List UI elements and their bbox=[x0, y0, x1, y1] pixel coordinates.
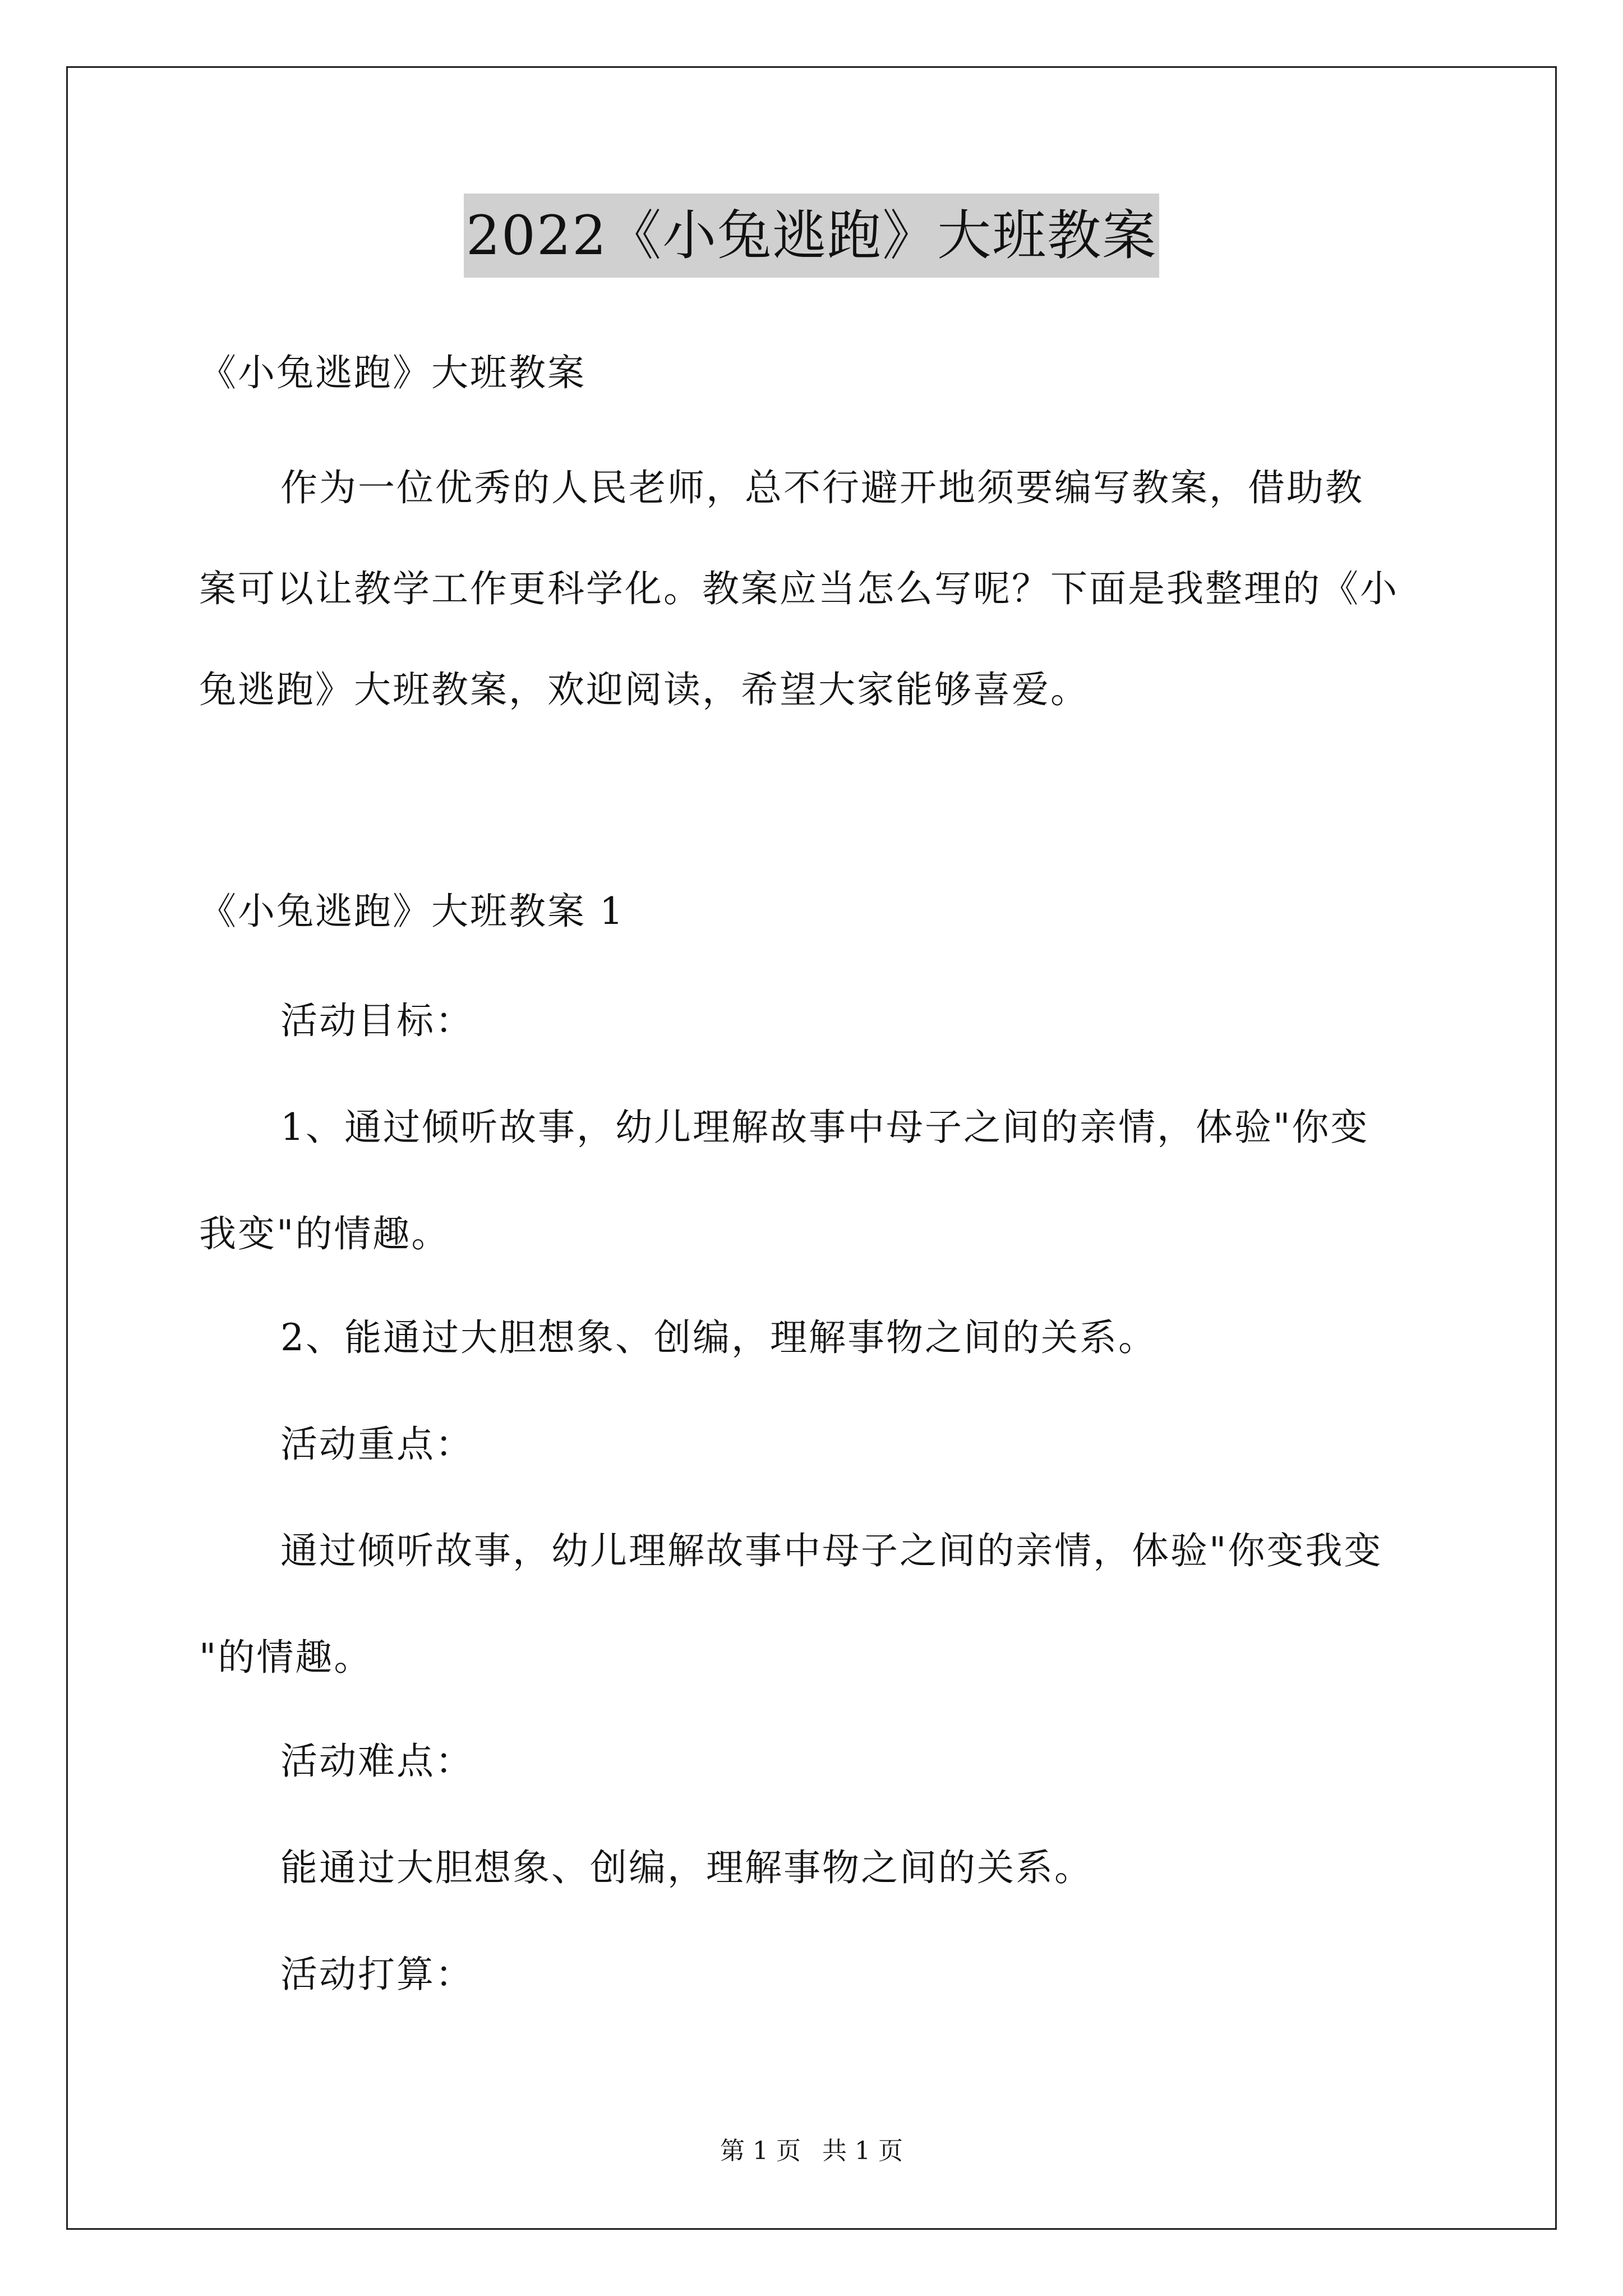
paragraph-line: 活动重点： bbox=[280, 1423, 474, 1466]
document-title: 2022《小兔逃跑》大班教案 bbox=[464, 194, 1159, 278]
paragraph-line: 作为一位优秀的人民老师，总不行避开地须要编写教案，借助教 bbox=[280, 466, 1364, 509]
title-container bbox=[0, 194, 1623, 278]
page-number-total: 共 1 页 bbox=[822, 2137, 903, 2165]
paragraph-line: "的情趣。 bbox=[199, 1636, 373, 1679]
paragraph-line: 我变"的情趣。 bbox=[199, 1212, 450, 1255]
paragraph-line: 活动目标： bbox=[280, 999, 474, 1042]
page-footer bbox=[0, 2134, 1623, 2168]
page-number-current: 第 1 页 bbox=[720, 2137, 801, 2165]
section-heading: 《小兔逃跑》大班教案 1 bbox=[199, 890, 625, 933]
paragraph-line: 活动打算： bbox=[280, 1953, 474, 1996]
subtitle-line: 《小兔逃跑》大班教案 bbox=[199, 351, 586, 394]
paragraph-line: 案可以让教学工作更科学化。教案应当怎么写呢？下面是我整理的《小 bbox=[199, 567, 1399, 610]
paragraph-line: 1、通过倾听故事，幼儿理解故事中母子之间的亲情，体验"你变 bbox=[280, 1106, 1370, 1149]
paragraph-line: 通过倾听故事，幼儿理解故事中母子之间的亲情，体验"你变我变 bbox=[280, 1529, 1383, 1572]
paragraph-line: 2、能通过大胆想象、创编，理解事物之间的关系。 bbox=[280, 1316, 1157, 1359]
paragraph-line: 能通过大胆想象、创编，理解事物之间的关系。 bbox=[280, 1846, 1093, 1889]
paragraph-line: 兔逃跑》大班教案，欢迎阅读，希望大家能够喜爱。 bbox=[199, 668, 1089, 711]
paragraph-line: 活动难点： bbox=[280, 1740, 474, 1783]
